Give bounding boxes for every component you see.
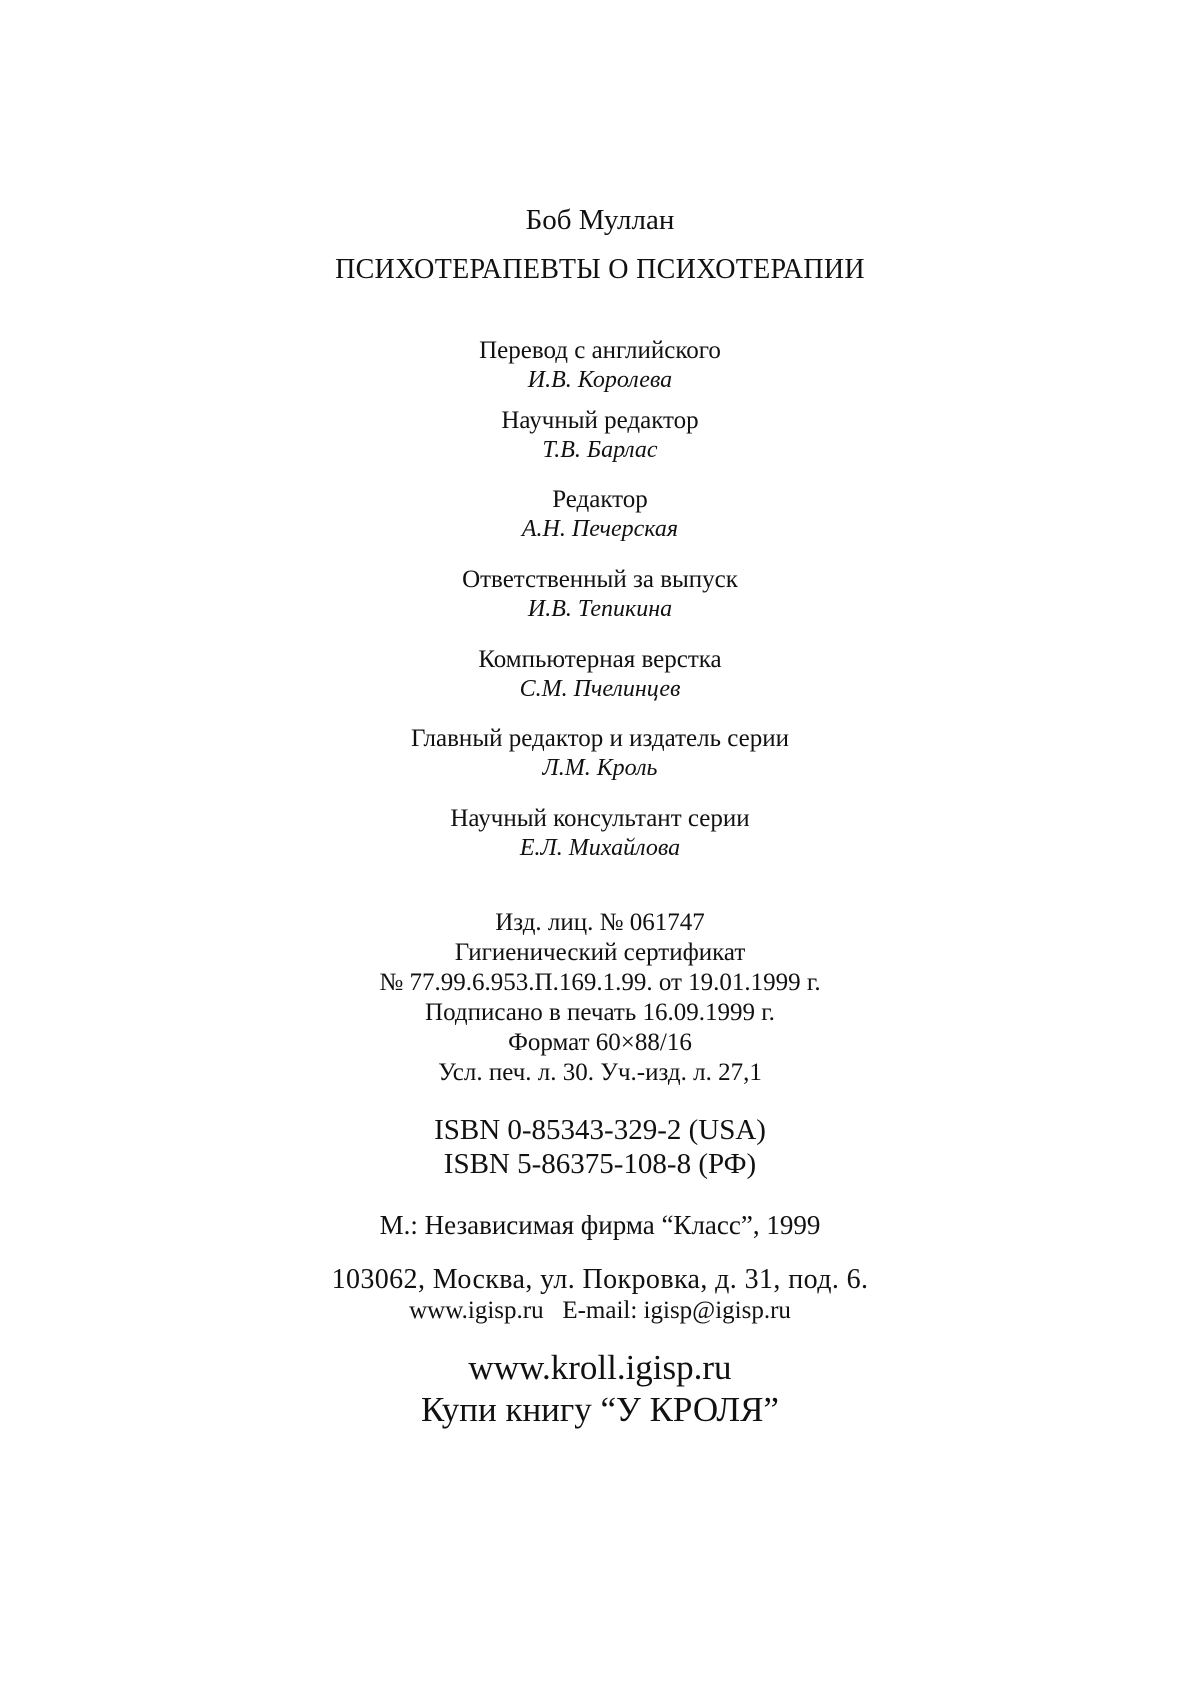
imprint-hygiene-title: Гигиенический сертификат	[454, 939, 746, 966]
credit-role-chief-editor: Главный редактор и издатель серии	[410, 725, 789, 752]
promo-slogan: Купи книгу “У КРОЛЯ”	[421, 1390, 779, 1429]
publisher-web-email: www.igisp.ru E-mail: igisp@igisp.ru	[409, 1297, 791, 1324]
isbn-usa: ISBN 0-85343-329-2 (USA)	[434, 1114, 766, 1146]
credit-role-consultant: Научный консультант серии	[450, 805, 750, 832]
credit-person-editor: А.Н. Печерская	[521, 516, 679, 542]
credit-person-layout: С.М. Пчелинцев	[519, 676, 681, 702]
credit-person-translator: И.В. Королева	[527, 367, 673, 393]
credit-person-consultant: Е.Л. Михайлова	[519, 835, 681, 861]
author-name: Боб Муллан	[525, 204, 675, 236]
isbn-rf: ISBN 5-86375-108-8 (РФ)	[443, 1148, 757, 1180]
credit-role-responsible: Ответственный за выпуск	[462, 566, 738, 593]
publisher-address: 103062, Москва, ул. Покровка, д. 31, под. 6.	[331, 1264, 869, 1295]
credit-role-science-editor: Научный редактор	[501, 407, 699, 434]
publisher-line: М.: Независимая фирма “Класс”, 1999	[379, 1210, 821, 1240]
credit-person-chief-editor: Л.М. Кроль	[542, 755, 658, 781]
book-title: ПСИХОТЕРАПЕВТЫ О ПСИХОТЕРАПИИ	[335, 254, 865, 285]
imprint-signed-date: Подписано в печать 16.09.1999 г.	[425, 999, 775, 1026]
credit-person-responsible: И.В. Тепикина	[527, 596, 673, 622]
imprint-hygiene-number: № 77.99.6.953.П.169.1.99. от 19.01.1999 г.	[379, 969, 821, 996]
imprint-format: Формат 60×88/16	[508, 1029, 692, 1056]
credit-role-editor: Редактор	[552, 486, 648, 513]
imprint-sheets: Усл. печ. л. 30. Уч.-изд. л. 27,1	[438, 1059, 762, 1086]
credit-person-science-editor: Т.В. Барлас	[542, 437, 658, 463]
imprint-license: Изд. лиц. № 061747	[495, 909, 705, 936]
credit-role-layout: Компьютерная верстка	[478, 646, 722, 673]
credit-role-translation: Перевод с английского	[479, 337, 721, 364]
promo-url: www.kroll.igisp.ru	[468, 1348, 732, 1387]
